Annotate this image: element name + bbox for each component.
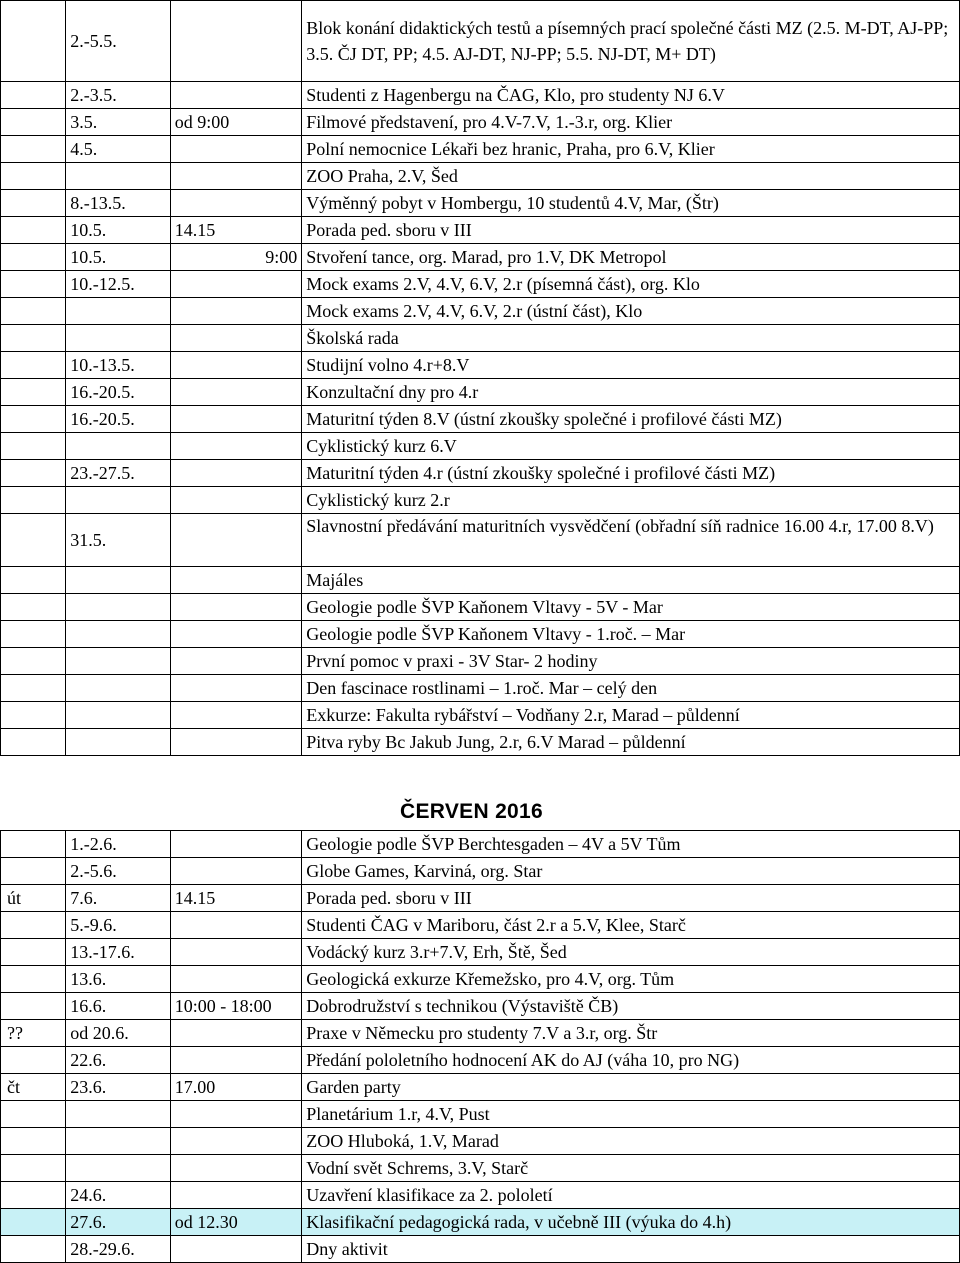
day-cell bbox=[1, 136, 66, 163]
event-cell: Geologická exkurze Křemežsko, pro 4.V, org. Tům bbox=[302, 966, 960, 993]
event-cell: Cyklistický kurz 2.r bbox=[302, 487, 960, 514]
date-cell: 28.-29.6. bbox=[66, 1236, 170, 1263]
table-row bbox=[1, 109, 960, 136]
day-cell bbox=[1, 729, 66, 756]
day-cell bbox=[1, 406, 66, 433]
time-cell bbox=[170, 298, 302, 325]
date-cell: 8.-13.5. bbox=[66, 190, 170, 217]
time-cell bbox=[170, 621, 302, 648]
date-cell: 10.5. bbox=[66, 244, 170, 271]
june-heading: ČERVEN 2016 bbox=[400, 800, 543, 823]
time-cell: 10:00 - 18:00 bbox=[170, 993, 302, 1020]
day-cell bbox=[1, 912, 66, 939]
day-cell bbox=[1, 487, 66, 514]
time-cell bbox=[170, 912, 302, 939]
table-row bbox=[1, 1155, 960, 1182]
time-cell bbox=[170, 406, 302, 433]
day-cell: čt bbox=[1, 1074, 66, 1101]
table-row bbox=[1, 325, 960, 352]
day-cell bbox=[1, 514, 66, 567]
day-cell bbox=[1, 190, 66, 217]
table-row bbox=[1, 594, 960, 621]
time-cell bbox=[170, 594, 302, 621]
table-row bbox=[1, 831, 960, 858]
day-cell bbox=[1, 1128, 66, 1155]
day-cell bbox=[1, 1, 66, 82]
event-cell: Klasifikační pedagogická rada, v učebně III (výuka do 4.h) bbox=[302, 1209, 960, 1236]
day-cell bbox=[1, 460, 66, 487]
date-cell: 2.-5.6. bbox=[66, 858, 170, 885]
day-cell bbox=[1, 567, 66, 594]
event-cell: První pomoc v praxi - 3V Star- 2 hodiny bbox=[302, 648, 960, 675]
table-row bbox=[1, 163, 960, 190]
time-cell bbox=[170, 82, 302, 109]
event-cell: Předání pololetního hodnocení AK do AJ (váha 10, pro NG) bbox=[302, 1047, 960, 1074]
date-cell bbox=[66, 675, 170, 702]
date-cell: 2.-5.5. bbox=[66, 1, 170, 82]
date-cell: 16.-20.5. bbox=[66, 379, 170, 406]
day-cell bbox=[1, 675, 66, 702]
day-cell: ?? bbox=[1, 1020, 66, 1047]
time-cell bbox=[170, 352, 302, 379]
event-cell: Planetárium 1.r, 4.V, Pust bbox=[302, 1101, 960, 1128]
event-cell: Praxe v Německu pro studenty 7.V a 3.r, org. Štr bbox=[302, 1020, 960, 1047]
date-cell: od 20.6. bbox=[66, 1020, 170, 1047]
time-cell: 14.15 bbox=[170, 217, 302, 244]
event-cell: Filmové představení, pro 4.V-7.V, 1.-3.r, org. Klier bbox=[302, 109, 960, 136]
time-cell bbox=[170, 514, 302, 567]
date-cell: 10.5. bbox=[66, 217, 170, 244]
table-row bbox=[1, 244, 960, 271]
time-cell bbox=[170, 939, 302, 966]
date-cell: 23.-27.5. bbox=[66, 460, 170, 487]
date-cell bbox=[66, 433, 170, 460]
date-cell: 23.6. bbox=[66, 1074, 170, 1101]
day-cell bbox=[1, 298, 66, 325]
table-row bbox=[1, 352, 960, 379]
event-cell: Vodácký kurz 3.r+7.V, Erh, Ště, Šed bbox=[302, 939, 960, 966]
event-cell: ZOO Praha, 2.V, Šed bbox=[302, 163, 960, 190]
table-row bbox=[1, 885, 960, 912]
day-cell bbox=[1, 244, 66, 271]
table-row bbox=[1, 675, 960, 702]
table-row bbox=[1, 487, 960, 514]
event-cell: Geologie podle ŠVP Kaňonem Vltavy - 1.roč. – Mar bbox=[302, 621, 960, 648]
date-cell: 10.-12.5. bbox=[66, 271, 170, 298]
date-cell bbox=[66, 298, 170, 325]
event-cell: Geologie podle ŠVP Berchtesgaden – 4V a 5V Tům bbox=[302, 831, 960, 858]
event-cell: Maturitní týden 8.V (ústní zkoušky společné i profilové části MZ) bbox=[302, 406, 960, 433]
date-cell bbox=[66, 729, 170, 756]
event-cell: Exkurze: Fakulta rybářství – Vodňany 2.r, Marad – půldenní bbox=[302, 702, 960, 729]
time-cell bbox=[170, 1020, 302, 1047]
event-cell: Uzavření klasifikace za 2. pololetí bbox=[302, 1182, 960, 1209]
event-cell: Dny aktivit bbox=[302, 1236, 960, 1263]
date-cell bbox=[66, 1155, 170, 1182]
table-row bbox=[1, 912, 960, 939]
time-cell bbox=[170, 136, 302, 163]
event-cell: Slavnostní předávání maturitních vysvědčení (obřadní síň radnice 16.00 4.r, 17.00 8.V) bbox=[302, 514, 960, 567]
date-cell bbox=[66, 325, 170, 352]
table-row bbox=[1, 1, 960, 82]
table-row bbox=[1, 858, 960, 885]
time-cell bbox=[170, 487, 302, 514]
event-cell: Studijní volno 4.r+8.V bbox=[302, 352, 960, 379]
time-cell: 17.00 bbox=[170, 1074, 302, 1101]
time-cell bbox=[170, 190, 302, 217]
date-cell: 24.6. bbox=[66, 1182, 170, 1209]
event-cell: Konzultační dny pro 4.r bbox=[302, 379, 960, 406]
table-row bbox=[1, 567, 960, 594]
day-cell bbox=[1, 1182, 66, 1209]
event-cell: Porada ped. sboru v III bbox=[302, 885, 960, 912]
day-cell bbox=[1, 109, 66, 136]
table-row bbox=[1, 1101, 960, 1128]
time-cell bbox=[170, 1101, 302, 1128]
table-row bbox=[1, 1074, 960, 1101]
table-row bbox=[1, 729, 960, 756]
event-cell: Polní nemocnice Lékaři bez hranic, Praha, pro 6.V, Klier bbox=[302, 136, 960, 163]
time-cell bbox=[170, 163, 302, 190]
time-cell bbox=[170, 460, 302, 487]
time-cell bbox=[170, 1, 302, 82]
date-cell: 3.5. bbox=[66, 109, 170, 136]
table-row bbox=[1, 406, 960, 433]
time-cell bbox=[170, 325, 302, 352]
time-cell bbox=[170, 966, 302, 993]
day-cell bbox=[1, 1101, 66, 1128]
event-cell: Školská rada bbox=[302, 325, 960, 352]
table-row bbox=[1, 379, 960, 406]
day-cell bbox=[1, 271, 66, 298]
table-row bbox=[1, 82, 960, 109]
date-cell bbox=[66, 1101, 170, 1128]
time-cell bbox=[170, 858, 302, 885]
table-row bbox=[1, 514, 960, 567]
time-cell bbox=[170, 1236, 302, 1263]
event-cell: Stvoření tance, org. Marad, pro 1.V, DK Metropol bbox=[302, 244, 960, 271]
time-cell bbox=[170, 1047, 302, 1074]
table-row bbox=[1, 298, 960, 325]
time-cell: od 12.30 bbox=[170, 1209, 302, 1236]
date-cell: 5.-9.6. bbox=[66, 912, 170, 939]
day-cell bbox=[1, 594, 66, 621]
day-cell bbox=[1, 379, 66, 406]
time-cell bbox=[170, 433, 302, 460]
day-cell bbox=[1, 858, 66, 885]
date-cell bbox=[66, 487, 170, 514]
table-row bbox=[1, 1128, 960, 1155]
event-cell: Maturitní týden 4.r (ústní zkoušky společné i profilové části MZ) bbox=[302, 460, 960, 487]
table-row bbox=[1, 190, 960, 217]
date-cell: 16.-20.5. bbox=[66, 406, 170, 433]
day-cell bbox=[1, 621, 66, 648]
day-cell bbox=[1, 163, 66, 190]
date-cell: 22.6. bbox=[66, 1047, 170, 1074]
time-cell bbox=[170, 379, 302, 406]
date-cell bbox=[66, 1128, 170, 1155]
event-cell: Globe Games, Karviná, org. Star bbox=[302, 858, 960, 885]
date-cell bbox=[66, 648, 170, 675]
table-row bbox=[1, 460, 960, 487]
table-row bbox=[1, 966, 960, 993]
time-cell: od 9:00 bbox=[170, 109, 302, 136]
event-cell: Pitva ryby Bc Jakub Jung, 2.r, 6.V Marad – půldenní bbox=[302, 729, 960, 756]
day-cell bbox=[1, 1047, 66, 1074]
table-row bbox=[1, 1182, 960, 1209]
date-cell: 13.-17.6. bbox=[66, 939, 170, 966]
day-cell bbox=[1, 1236, 66, 1263]
date-cell: 2.-3.5. bbox=[66, 82, 170, 109]
event-cell: Studenti ČAG v Mariboru, část 2.r a 5.V, Klee, Starč bbox=[302, 912, 960, 939]
table-row bbox=[1, 993, 960, 1020]
event-cell: Porada ped. sboru v III bbox=[302, 217, 960, 244]
day-cell: út bbox=[1, 885, 66, 912]
date-cell: 31.5. bbox=[66, 514, 170, 567]
day-cell bbox=[1, 1209, 66, 1236]
table-row bbox=[1, 1047, 960, 1074]
day-cell bbox=[1, 1155, 66, 1182]
table-row bbox=[1, 433, 960, 460]
date-cell bbox=[66, 594, 170, 621]
date-cell: 16.6. bbox=[66, 993, 170, 1020]
day-cell bbox=[1, 993, 66, 1020]
table-row bbox=[1, 136, 960, 163]
event-cell: Studenti z Hagenbergu na ČAG, Klo, pro studenty NJ 6.V bbox=[302, 82, 960, 109]
event-cell: Mock exams 2.V, 4.V, 6.V, 2.r (ústní část), Klo bbox=[302, 298, 960, 325]
date-cell: 13.6. bbox=[66, 966, 170, 993]
date-cell: 7.6. bbox=[66, 885, 170, 912]
time-cell bbox=[170, 675, 302, 702]
date-cell: 1.-2.6. bbox=[66, 831, 170, 858]
table-row bbox=[1, 648, 960, 675]
day-cell bbox=[1, 831, 66, 858]
time-cell bbox=[170, 648, 302, 675]
date-cell bbox=[66, 702, 170, 729]
day-cell bbox=[1, 648, 66, 675]
date-cell: 10.-13.5. bbox=[66, 352, 170, 379]
day-cell bbox=[1, 966, 66, 993]
time-cell bbox=[170, 831, 302, 858]
table-row bbox=[1, 702, 960, 729]
event-cell: Mock exams 2.V, 4.V, 6.V, 2.r (písemná část), org. Klo bbox=[302, 271, 960, 298]
table-row bbox=[1, 621, 960, 648]
event-cell: Majáles bbox=[302, 567, 960, 594]
table-row bbox=[1, 1236, 960, 1263]
day-cell bbox=[1, 352, 66, 379]
date-cell bbox=[66, 621, 170, 648]
table-row bbox=[1, 217, 960, 244]
date-cell: 27.6. bbox=[66, 1209, 170, 1236]
day-cell bbox=[1, 939, 66, 966]
table-row bbox=[1, 939, 960, 966]
day-cell bbox=[1, 433, 66, 460]
date-cell bbox=[66, 567, 170, 594]
time-cell bbox=[170, 1155, 302, 1182]
event-cell: Vodní svět Schrems, 3.V, Starč bbox=[302, 1155, 960, 1182]
table-row bbox=[1, 1209, 960, 1236]
time-cell: 9:00 bbox=[170, 244, 302, 271]
event-cell: ZOO Hluboká, 1.V, Marad bbox=[302, 1128, 960, 1155]
date-cell bbox=[66, 163, 170, 190]
june-schedule-table bbox=[0, 830, 960, 1263]
time-cell bbox=[170, 729, 302, 756]
event-cell: Dobrodružství s technikou (Výstaviště ČB) bbox=[302, 993, 960, 1020]
time-cell bbox=[170, 1182, 302, 1209]
day-cell bbox=[1, 702, 66, 729]
time-cell bbox=[170, 271, 302, 298]
event-cell: Den fascinace rostlinami – 1.roč. Mar – celý den bbox=[302, 675, 960, 702]
time-cell: 14.15 bbox=[170, 885, 302, 912]
day-cell bbox=[1, 217, 66, 244]
table-row bbox=[1, 271, 960, 298]
table-row bbox=[1, 1020, 960, 1047]
event-cell: Cyklistický kurz 6.V bbox=[302, 433, 960, 460]
event-cell: Garden party bbox=[302, 1074, 960, 1101]
time-cell bbox=[170, 567, 302, 594]
event-cell: Geologie podle ŠVP Kaňonem Vltavy - 5V - Mar bbox=[302, 594, 960, 621]
time-cell bbox=[170, 702, 302, 729]
event-cell: Blok konání didaktických testů a písemných prací společné části MZ (2.5. M-DT, AJ-PP; 3.5. ČJ DT, PP; 4.5. AJ-DT, NJ-PP; 5.5. NJ-DT, M+ DT) bbox=[302, 1, 960, 82]
event-cell: Výměnný pobyt v Hombergu, 10 studentů 4.V, Mar, (Štr) bbox=[302, 190, 960, 217]
day-cell bbox=[1, 82, 66, 109]
day-cell bbox=[1, 325, 66, 352]
date-cell: 4.5. bbox=[66, 136, 170, 163]
time-cell bbox=[170, 1128, 302, 1155]
